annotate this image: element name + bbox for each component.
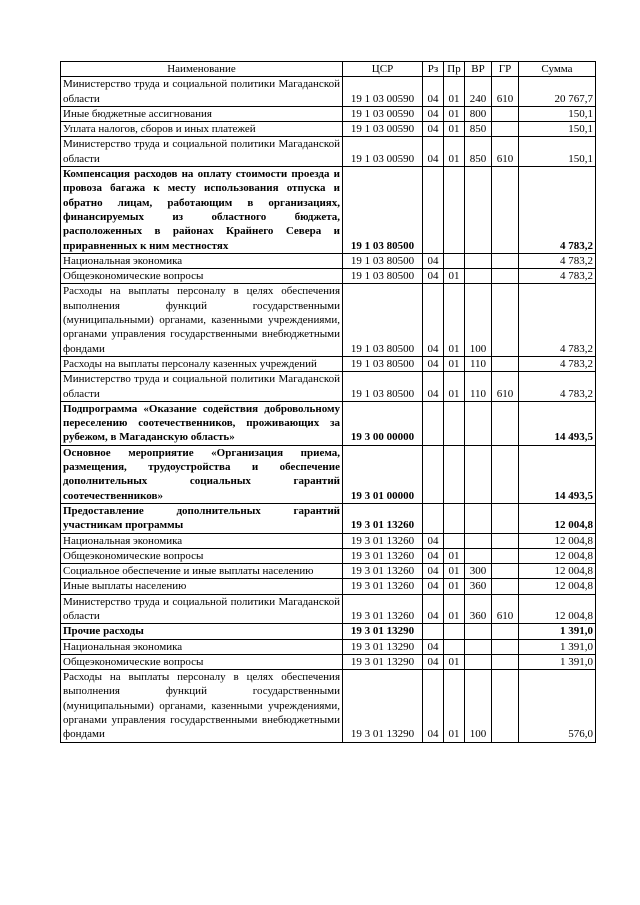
cell-gr: [492, 401, 519, 445]
cell-csr: 19 3 01 13290: [343, 670, 423, 742]
cell-sum: 1 391,0: [519, 624, 596, 639]
cell-vr: [465, 654, 492, 669]
table-row: [61, 670, 596, 742]
cell-sum: 12 004,8: [519, 579, 596, 594]
cell-rz: [423, 445, 444, 503]
cell-name: Уплата налогов, сборов и иных платежей: [61, 122, 343, 137]
cell-sum: 1 391,0: [519, 654, 596, 669]
cell-rz: 04: [423, 122, 444, 137]
cell-sum: 4 783,2: [519, 372, 596, 402]
cell-vr: [465, 624, 492, 639]
cell-csr: 19 3 01 13260: [343, 533, 423, 548]
cell-gr: 610: [492, 372, 519, 402]
cell-csr: 19 1 03 80500: [343, 284, 423, 356]
cell-pr: 01: [444, 356, 465, 371]
table-row: [61, 533, 596, 548]
cell-sum: 12 004,8: [519, 503, 596, 533]
cell-csr: 19 3 00 00000: [343, 401, 423, 445]
cell-name: Компенсация расходов на оплату стоимости проезда и провоза багажа к месту использования отпуска и обратно лицам, работающим в организациях, финансируемых из областного бюджета, расположенных в районах Крайнего Севера и приравненных к ним местностях: [61, 167, 343, 254]
table-row: [61, 137, 596, 167]
cell-sum: 12 004,8: [519, 564, 596, 579]
cell-csr: 19 1 03 80500: [343, 372, 423, 402]
cell-name: Иные бюджетные ассигнования: [61, 106, 343, 121]
cell-csr: 19 3 01 13260: [343, 503, 423, 533]
column-header-rz: Рз: [423, 62, 444, 77]
cell-name: Министерство труда и социальной политики Магаданской области: [61, 594, 343, 624]
cell-csr: 19 1 03 80500: [343, 269, 423, 284]
cell-name: Общеэкономические вопросы: [61, 548, 343, 563]
cell-rz: 04: [423, 137, 444, 167]
table-header-row: [61, 62, 596, 77]
cell-name: Расходы на выплаты персоналу казенных учреждений: [61, 356, 343, 371]
cell-sum: 150,1: [519, 122, 596, 137]
cell-pr: 01: [444, 137, 465, 167]
cell-gr: [492, 269, 519, 284]
table-row: [61, 106, 596, 121]
cell-vr: [465, 639, 492, 654]
table-row: [61, 284, 596, 356]
table-row: [61, 167, 596, 254]
column-header-sum: Сумма: [519, 62, 596, 77]
cell-gr: [492, 106, 519, 121]
cell-vr: [465, 548, 492, 563]
cell-gr: [492, 548, 519, 563]
cell-vr: 360: [465, 579, 492, 594]
cell-vr: 850: [465, 137, 492, 167]
column-header-pr: Пр: [444, 62, 465, 77]
cell-pr: [444, 503, 465, 533]
cell-vr: 100: [465, 670, 492, 742]
cell-vr: 240: [465, 77, 492, 107]
cell-pr: 01: [444, 579, 465, 594]
cell-pr: 01: [444, 269, 465, 284]
cell-name: Министерство труда и социальной политики Магаданской области: [61, 372, 343, 402]
cell-gr: [492, 253, 519, 268]
cell-vr: [465, 253, 492, 268]
cell-rz: 04: [423, 594, 444, 624]
cell-csr: 19 3 01 13260: [343, 594, 423, 624]
cell-name: Министерство труда и социальной политики Магаданской области: [61, 77, 343, 107]
cell-gr: [492, 564, 519, 579]
table-row: [61, 624, 596, 639]
column-header-vr: ВР: [465, 62, 492, 77]
cell-gr: 610: [492, 594, 519, 624]
cell-vr: 850: [465, 122, 492, 137]
cell-rz: 04: [423, 654, 444, 669]
cell-csr: 19 3 01 13290: [343, 624, 423, 639]
table-row: [61, 654, 596, 669]
cell-pr: [444, 624, 465, 639]
cell-vr: [465, 445, 492, 503]
cell-name: Национальная экономика: [61, 253, 343, 268]
cell-gr: [492, 670, 519, 742]
cell-vr: [465, 167, 492, 254]
table-row: [61, 401, 596, 445]
cell-rz: 04: [423, 579, 444, 594]
column-header-gr: ГР: [492, 62, 519, 77]
cell-rz: [423, 167, 444, 254]
column-header-name: Наименование: [61, 62, 343, 77]
cell-name: Социальное обеспечение и иные выплаты населению: [61, 564, 343, 579]
cell-name: Общеэкономические вопросы: [61, 269, 343, 284]
budget-table: [60, 61, 596, 743]
column-header-csr: ЦСР: [343, 62, 423, 77]
cell-vr: [465, 503, 492, 533]
cell-vr: 300: [465, 564, 492, 579]
cell-sum: 4 783,2: [519, 253, 596, 268]
cell-vr: [465, 401, 492, 445]
cell-csr: 19 3 01 13260: [343, 579, 423, 594]
table-body: [61, 77, 596, 742]
table-row: [61, 372, 596, 402]
table-row: [61, 579, 596, 594]
cell-rz: 04: [423, 533, 444, 548]
cell-pr: 01: [444, 564, 465, 579]
cell-vr: 800: [465, 106, 492, 121]
cell-gr: [492, 356, 519, 371]
cell-rz: 04: [423, 77, 444, 107]
cell-csr: 19 3 01 13290: [343, 639, 423, 654]
cell-gr: [492, 503, 519, 533]
cell-rz: [423, 624, 444, 639]
cell-csr: 19 1 03 80500: [343, 167, 423, 254]
cell-sum: 150,1: [519, 106, 596, 121]
cell-pr: 01: [444, 106, 465, 121]
cell-pr: [444, 533, 465, 548]
cell-csr: 19 1 03 80500: [343, 356, 423, 371]
cell-vr: 110: [465, 356, 492, 371]
cell-sum: 150,1: [519, 137, 596, 167]
cell-pr: 01: [444, 284, 465, 356]
cell-rz: 04: [423, 670, 444, 742]
cell-pr: [444, 253, 465, 268]
cell-rz: 04: [423, 284, 444, 356]
cell-csr: 19 3 01 13290: [343, 654, 423, 669]
table-row: [61, 122, 596, 137]
cell-rz: [423, 401, 444, 445]
cell-pr: [444, 639, 465, 654]
cell-sum: 12 004,8: [519, 594, 596, 624]
cell-pr: [444, 445, 465, 503]
cell-sum: 4 783,2: [519, 356, 596, 371]
table-row: [61, 77, 596, 107]
cell-pr: [444, 401, 465, 445]
cell-vr: 360: [465, 594, 492, 624]
cell-csr: 19 3 01 13260: [343, 548, 423, 563]
cell-csr: 19 1 03 00590: [343, 137, 423, 167]
table-row: [61, 564, 596, 579]
cell-sum: 1 391,0: [519, 639, 596, 654]
cell-pr: 01: [444, 594, 465, 624]
cell-csr: 19 3 01 00000: [343, 445, 423, 503]
cell-name: Прочие расходы: [61, 624, 343, 639]
cell-rz: 04: [423, 548, 444, 563]
cell-sum: 20 767,7: [519, 77, 596, 107]
cell-sum: 4 783,2: [519, 284, 596, 356]
cell-sum: 12 004,8: [519, 533, 596, 548]
cell-gr: [492, 533, 519, 548]
cell-name: Министерство труда и социальной политики Магаданской области: [61, 137, 343, 167]
table-row: [61, 445, 596, 503]
cell-rz: 04: [423, 356, 444, 371]
table-row: [61, 594, 596, 624]
cell-name: Предоставление дополнительных гарантий участникам программы: [61, 503, 343, 533]
cell-sum: 14 493,5: [519, 401, 596, 445]
cell-csr: 19 1 03 80500: [343, 253, 423, 268]
cell-gr: [492, 284, 519, 356]
cell-gr: [492, 624, 519, 639]
cell-rz: 04: [423, 269, 444, 284]
cell-vr: [465, 269, 492, 284]
cell-name: Расходы на выплаты персоналу в целях обеспечения выполнения функций государственными (муниципальными) органами, казенными учреждениями, органами управления государственными внебюджетными фондами: [61, 284, 343, 356]
cell-name: Расходы на выплаты персоналу в целях обеспечения выполнения функций государственными (муниципальными) органами, казенными учреждениями, органами управления государственными внебюджетными фондами: [61, 670, 343, 742]
table-row: [61, 356, 596, 371]
cell-rz: 04: [423, 372, 444, 402]
cell-csr: 19 1 03 00590: [343, 77, 423, 107]
cell-rz: 04: [423, 106, 444, 121]
cell-csr: 19 1 03 00590: [343, 122, 423, 137]
cell-rz: [423, 503, 444, 533]
table-row: [61, 269, 596, 284]
table-row: [61, 253, 596, 268]
cell-pr: [444, 167, 465, 254]
cell-name: Подпрограмма «Оказание содействия добровольному переселению соотечественников, проживающих за рубежом, в Магаданскую область»: [61, 401, 343, 445]
cell-name: Национальная экономика: [61, 533, 343, 548]
cell-gr: [492, 654, 519, 669]
cell-sum: 14 493,5: [519, 445, 596, 503]
cell-gr: [492, 167, 519, 254]
cell-vr: 110: [465, 372, 492, 402]
cell-gr: [492, 579, 519, 594]
cell-gr: [492, 639, 519, 654]
cell-sum: 4 783,2: [519, 269, 596, 284]
cell-sum: 12 004,8: [519, 548, 596, 563]
cell-rz: 04: [423, 564, 444, 579]
cell-name: Основное мероприятие «Организация приема, размещения, трудоустройства и обеспечение дополнительных социальных гарантий соотечественников»: [61, 445, 343, 503]
cell-csr: 19 1 03 00590: [343, 106, 423, 121]
cell-pr: 01: [444, 548, 465, 563]
cell-gr: 610: [492, 137, 519, 167]
table-row: [61, 503, 596, 533]
cell-sum: 576,0: [519, 670, 596, 742]
cell-pr: 01: [444, 122, 465, 137]
cell-gr: [492, 445, 519, 503]
cell-name: Общеэкономические вопросы: [61, 654, 343, 669]
cell-gr: [492, 122, 519, 137]
cell-pr: 01: [444, 372, 465, 402]
table-row: [61, 548, 596, 563]
table-row: [61, 639, 596, 654]
cell-name: Национальная экономика: [61, 639, 343, 654]
cell-csr: 19 3 01 13260: [343, 564, 423, 579]
cell-sum: 4 783,2: [519, 167, 596, 254]
cell-gr: 610: [492, 77, 519, 107]
cell-pr: 01: [444, 654, 465, 669]
cell-rz: 04: [423, 639, 444, 654]
cell-pr: 01: [444, 77, 465, 107]
cell-vr: 100: [465, 284, 492, 356]
cell-name: Иные выплаты населению: [61, 579, 343, 594]
cell-pr: 01: [444, 670, 465, 742]
cell-vr: [465, 533, 492, 548]
cell-rz: 04: [423, 253, 444, 268]
